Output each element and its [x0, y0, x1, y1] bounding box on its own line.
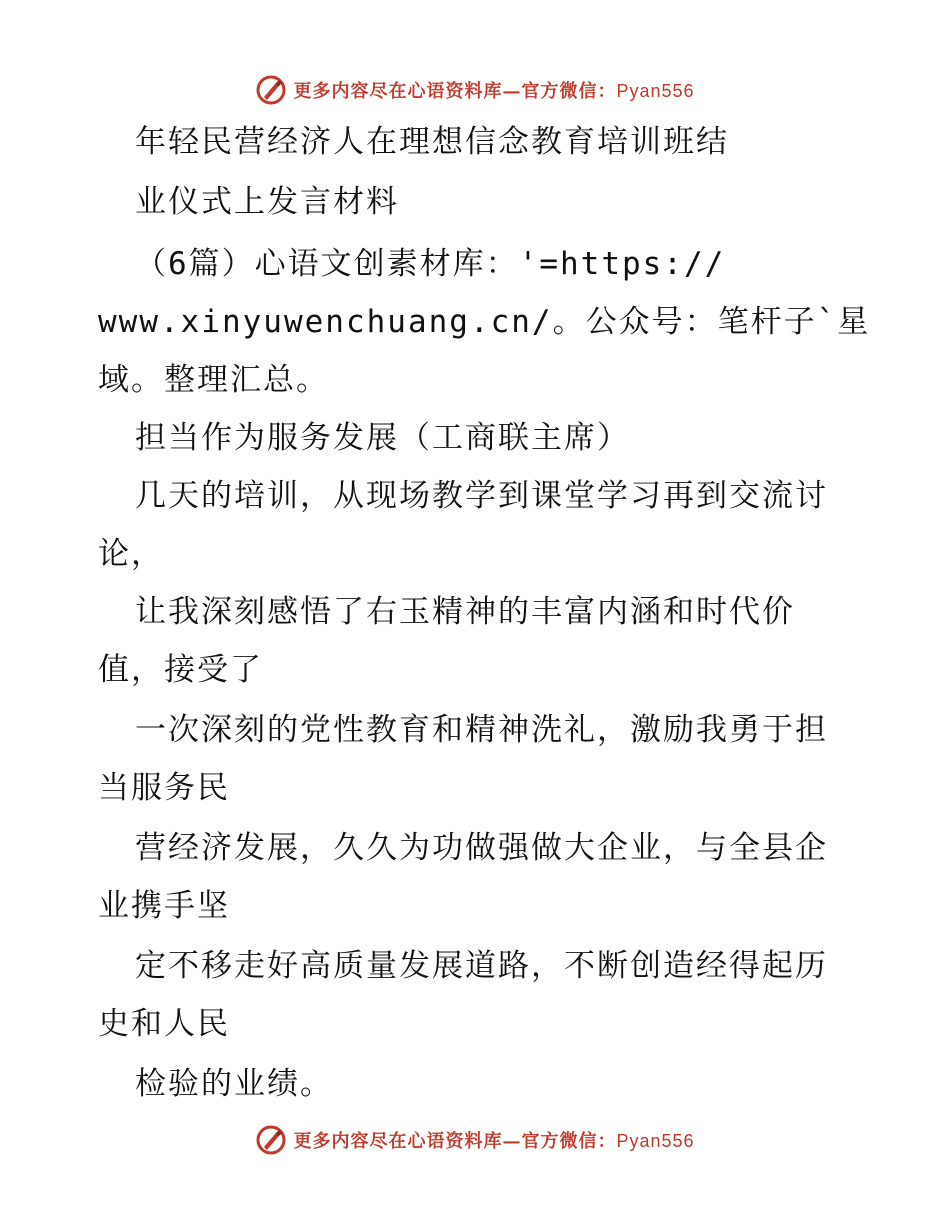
doc-line-2: 业仪式上发言材料 — [135, 184, 399, 220]
pen-logo-icon — [255, 1124, 287, 1156]
banner-official-label: 官方微信： — [521, 1131, 617, 1152]
doc-line-5: 域。整理汇总。 — [98, 362, 329, 398]
footer-banner — [0, 1120, 950, 1160]
doc-line-7: 几天的培训，从现场教学到课堂学习再到交流讨 — [135, 478, 828, 514]
doc-line-10: 值，接受了 — [98, 652, 263, 688]
banner-official-label: 官方微信： — [521, 81, 617, 102]
banner-text — [293, 1127, 694, 1153]
doc-line-8: 论， — [98, 536, 164, 572]
doc-line-3: （6篇）心语文创素材库：'=https:// — [135, 246, 726, 282]
banner-wechat-id: Pyan556 — [616, 81, 695, 101]
doc-line-14: 业携手坚 — [98, 888, 230, 924]
doc-line-4: www.xinyuwenchuang.cn/。公众号：笔杆子`星 — [98, 304, 871, 340]
doc-line-13: 营经济发展，久久为功做强做大企业，与全县企 — [135, 830, 828, 866]
doc-line-1: 年轻民营经济人在理想信念教育培训班结 — [135, 124, 729, 160]
doc-line-12: 当服务民 — [98, 770, 230, 806]
doc-line-11: 一次深刻的党性教育和精神洗礼，激励我勇于担 — [135, 712, 828, 748]
doc-line-15: 定不移走好高质量发展道路，不断创造经得起历 — [135, 948, 828, 984]
pen-logo-icon — [255, 74, 287, 106]
banner-text — [293, 77, 694, 103]
doc-line-6: 担当作为服务发展（工商联主席） — [135, 420, 630, 456]
doc-line-16: 史和人民 — [98, 1006, 230, 1042]
doc-line-17: 检验的业绩。 — [135, 1066, 333, 1102]
banner-main-text: 更多内容尽在心语资料库— — [293, 81, 522, 102]
banner-main-text: 更多内容尽在心语资料库— — [293, 1131, 522, 1152]
doc-line-9: 让我深刻感悟了右玉精神的丰富内涵和时代价 — [135, 594, 795, 630]
banner-wechat-id: Pyan556 — [616, 1131, 695, 1151]
header-banner — [0, 70, 950, 110]
